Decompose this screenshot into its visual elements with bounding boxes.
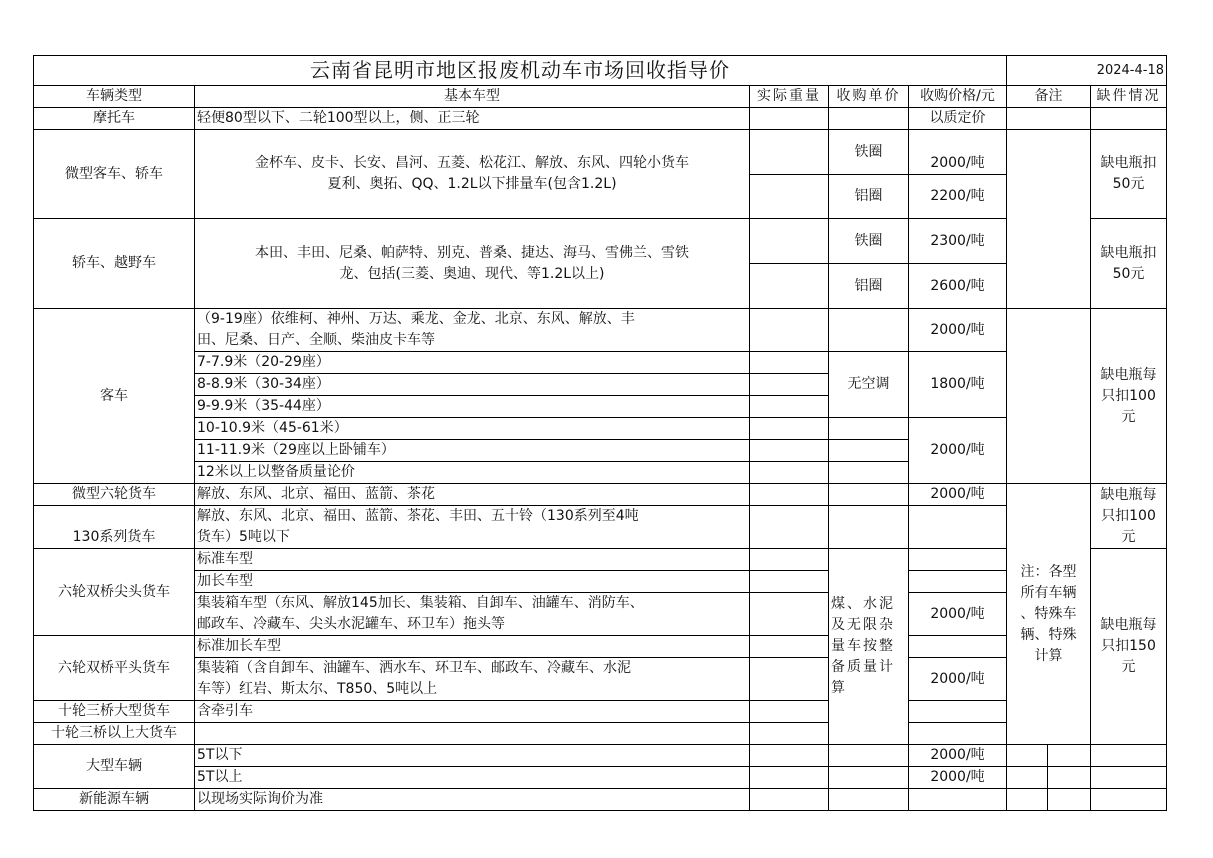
model-bus: 12米以上以整备质量论价 [195, 462, 750, 484]
unit-cell [829, 418, 909, 440]
date: 2024-4-18 [1007, 56, 1167, 86]
type-pointed: 六轮双桥尖头货车 [34, 549, 195, 636]
model-large: 5T以上 [195, 767, 750, 789]
missing-cell [1091, 767, 1167, 789]
header-unit-price: 收购单价 [829, 86, 909, 108]
model-flat: 集装箱（含自卸车、油罐车、洒水车、环卫车、邮政车、冷藏车、水泥 车等）红岩、斯太尔、T850、5吨以上 [195, 658, 750, 701]
missing-bus: 缺电瓶每 只扣100 元 [1091, 309, 1167, 484]
weight-cell [750, 767, 829, 789]
unit-cell [829, 484, 909, 506]
weight-cell [750, 462, 829, 484]
model-130: 解放、东风、北京、福田、蓝箭、茶花、丰田、五十铃（130系列至4吨 货车）5吨以下 [195, 506, 750, 549]
remark-cell [1048, 789, 1091, 811]
header-remark: 备注 [1007, 86, 1091, 108]
price-micro-aluminum: 2200/吨 [909, 175, 1007, 219]
weight-cell [750, 309, 829, 352]
header-vehicle-type: 车辆类型 [34, 86, 195, 108]
price-guide-table [33, 55, 1167, 811]
unit-cell [829, 440, 909, 462]
price-bus-c: 2000/吨 [909, 418, 1007, 484]
header-missing: 缺件情况 [1091, 86, 1167, 108]
missing-cell [1091, 108, 1167, 130]
weight-cell [750, 440, 829, 462]
price-moto: 以质定价 [909, 108, 1007, 130]
remark-cell [1048, 767, 1091, 789]
weight-cell [750, 108, 829, 130]
remark-cell [1007, 767, 1048, 789]
missing-heavy: 缺电瓶每 只扣150 元 [1091, 549, 1167, 745]
model-moto: 轻便80型以下、二轮100型以上，侧、正三轮 [195, 108, 750, 130]
remark-note: 注：各型 所有车辆 、特殊车 辆、特殊 计算 [1007, 484, 1091, 745]
type-moto: 摩托车 [34, 108, 195, 130]
unit-cell [829, 108, 909, 130]
type-ten-large: 十轮三桥大型货车 [34, 701, 195, 723]
weight-cell [750, 723, 829, 745]
price-large: 2000/吨 [909, 767, 1007, 789]
unit-cell [829, 745, 909, 767]
model-bus: （9-19座）依维柯、神州、万达、乘龙、金龙、北京、东风、解放、丰 田、尼桑、日产、全顺、柴油皮卡车等 [195, 309, 750, 352]
header-basic-model: 基本车型 [195, 86, 750, 108]
model-cell [195, 723, 750, 745]
price-cell [909, 506, 1007, 549]
model-large: 5T以下 [195, 745, 750, 767]
model-ten-large: 含牵引车 [195, 701, 750, 723]
price-cell [909, 723, 1007, 745]
type-sedan: 轿车、越野车 [34, 219, 195, 309]
model-bus: 8-8.9米（30-34座） [195, 374, 750, 396]
weight-cell [750, 549, 829, 571]
missing-sedan: 缺电瓶扣 50元 [1091, 219, 1167, 309]
model-bus: 10-10.9米（45-61米） [195, 418, 750, 440]
model-pointed: 加长车型 [195, 571, 750, 593]
remark-cell [1048, 745, 1091, 767]
price-sedan-iron: 2300/吨 [909, 219, 1007, 264]
price-large: 2000/吨 [909, 745, 1007, 767]
price-bus-b: 1800/吨 [909, 352, 1007, 418]
type-bus: 客车 [34, 309, 195, 484]
unit-cell [829, 767, 909, 789]
weight-cell [750, 175, 829, 219]
model-sedan: 本田、丰田、尼桑、帕萨特、别克、普桑、捷达、海马、雪佛兰、雪铁 龙、包括(三菱、奥迪、现代、等1.2L以上) [195, 219, 750, 309]
unit-bus-no-ac: 无空调 [829, 352, 909, 418]
type-nev: 新能源车辆 [34, 789, 195, 811]
unit-sedan-aluminum: 铝圈 [829, 264, 909, 309]
unit-heavy: 煤、水泥 及无限杂 量车按整 备质量计 算 [829, 549, 909, 745]
price-cell [909, 636, 1007, 658]
weight-cell [750, 374, 829, 396]
price-cell [909, 571, 1007, 593]
unit-micro-iron: 铁圈 [829, 130, 909, 175]
model-nev: 以现场实际询价为准 [195, 789, 750, 811]
unit-cell [829, 506, 909, 549]
missing-cell [1091, 789, 1167, 811]
weight-cell [750, 484, 829, 506]
weight-cell [750, 789, 829, 811]
price-pointed: 2000/吨 [909, 593, 1007, 636]
model-bus: 7-7.9米（20-29座） [195, 352, 750, 374]
weight-cell [750, 130, 829, 175]
weight-cell [750, 593, 829, 636]
remark-cell [1007, 130, 1091, 309]
model-pointed: 集装箱车型（东风、解放145加长、集装箱、自卸车、油罐车、消防车、 邮政车、冷藏车、尖头水泥罐车、环卫车）拖头等 [195, 593, 750, 636]
price-mini6: 2000/吨 [909, 484, 1007, 506]
missing-cell [1091, 745, 1167, 767]
remark-cell [1007, 789, 1048, 811]
remark-cell [1007, 745, 1048, 767]
model-pointed: 标准车型 [195, 549, 750, 571]
type-ten-above: 十轮三桥以上大货车 [34, 723, 195, 745]
unit-micro-aluminum: 铝圈 [829, 175, 909, 219]
missing-micro: 缺电瓶扣 50元 [1091, 130, 1167, 219]
model-micro: 金杯车、皮卡、长安、昌河、五菱、松花江、解放、东风、四轮小货车 夏利、奥拓、QQ、1.2L以下排量车(包含1.2L) [195, 130, 750, 219]
type-mini6: 微型六轮货车 [34, 484, 195, 506]
page-title: 云南省昆明市地区报废机动车市场回收指导价 [34, 56, 1007, 86]
weight-cell [750, 219, 829, 264]
missing-trucks: 缺电瓶每 只扣100 元 [1091, 484, 1167, 549]
model-flat: 标准加长车型 [195, 636, 750, 658]
remark-cell [1007, 108, 1091, 130]
price-cell [909, 789, 1007, 811]
price-cell [909, 549, 1007, 571]
price-micro-iron: 2000/吨 [909, 130, 1007, 175]
weight-cell [750, 506, 829, 549]
weight-cell [750, 658, 829, 701]
type-micro: 微型客车、轿车 [34, 130, 195, 219]
type-130: 130系列货车 [34, 506, 195, 549]
price-cell [909, 701, 1007, 723]
unit-cell [829, 462, 909, 484]
weight-cell [750, 264, 829, 309]
price-flat: 2000/吨 [909, 658, 1007, 701]
price-bus-a: 2000/吨 [909, 309, 1007, 352]
model-bus: 11-11.9米（29座以上卧铺车） [195, 440, 750, 462]
weight-cell [750, 571, 829, 593]
weight-cell [750, 418, 829, 440]
weight-cell [750, 396, 829, 418]
unit-cell [829, 309, 909, 352]
header-price: 收购价格/元 [909, 86, 1007, 108]
type-flat: 六轮双桥平头货车 [34, 636, 195, 701]
unit-cell [829, 789, 909, 811]
weight-cell [750, 701, 829, 723]
weight-cell [750, 352, 829, 374]
weight-cell [750, 745, 829, 767]
remark-cell [1007, 309, 1091, 484]
weight-cell [750, 636, 829, 658]
type-large: 大型车辆 [34, 745, 195, 789]
model-mini6: 解放、东风、北京、福田、蓝箭、茶花 [195, 484, 750, 506]
model-bus: 9-9.9米（35-44座） [195, 396, 750, 418]
header-actual-weight: 实际重量 [750, 86, 829, 108]
unit-sedan-iron: 铁圈 [829, 219, 909, 264]
price-sedan-aluminum: 2600/吨 [909, 264, 1007, 309]
